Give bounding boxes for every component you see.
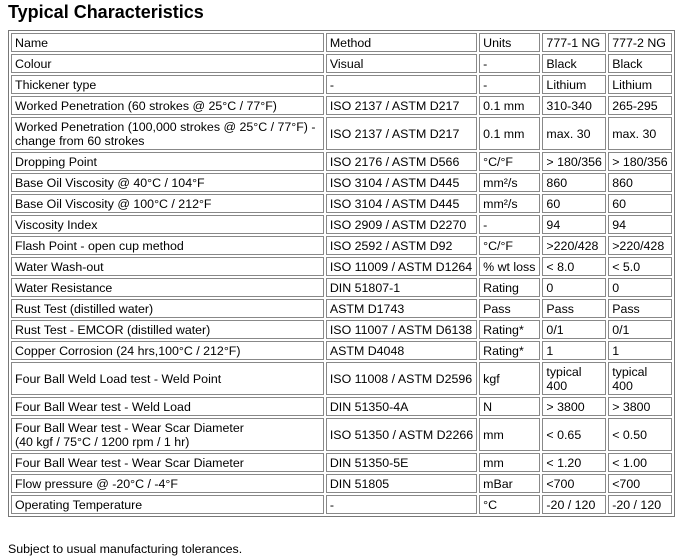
cell-name-line: Copper Corrosion (24 hrs,100°C / 212°F): [15, 343, 241, 358]
cell-name-line: Four Ball Wear test - Wear Scar Diameter: [15, 420, 244, 435]
cell-units: mm²/s: [479, 194, 540, 213]
cell-name: [11, 278, 324, 297]
table-header-row: [11, 33, 672, 52]
cell-777-2-ng: [608, 173, 672, 192]
cell-777-1-ng: [542, 152, 606, 171]
cell-777-2-ng: [608, 152, 672, 171]
cell-777-1-ng: [542, 278, 606, 297]
cell-name: [11, 362, 324, 395]
table-row: [11, 117, 672, 150]
cell-777-2-ng: [608, 474, 672, 493]
cell-method: ISO 3104 / ASTM D445: [326, 194, 477, 213]
cell-name: [11, 397, 324, 416]
cell-name-line: Base Oil Viscosity @ 100°C / 212°F: [15, 196, 212, 211]
header-method: Method: [326, 33, 477, 52]
cell-777-2-ng: [608, 96, 672, 115]
cell-777-2-ng: [608, 278, 672, 297]
cell-777-1-ng-line: >220/428: [546, 238, 599, 253]
cell-method: ISO 11008 / ASTM D2596: [326, 362, 477, 395]
cell-777-1-ng: [542, 194, 606, 213]
cell-777-2-ng: [608, 418, 672, 451]
cell-units: -: [479, 215, 540, 234]
table-row: [11, 495, 672, 514]
cell-units: Rating*: [479, 341, 540, 360]
cell-777-1-ng: [542, 453, 606, 472]
cell-name-line: Base Oil Viscosity @ 40°C / 104°F: [15, 175, 205, 190]
cell-777-1-ng: [542, 320, 606, 339]
cell-777-1-ng: [542, 495, 606, 514]
cell-name-line: Rust Test (distilled water): [15, 301, 154, 316]
cell-method: DIN 51805: [326, 474, 477, 493]
cell-777-2-ng-line: < 5.0: [612, 259, 641, 274]
cell-units: N: [479, 397, 540, 416]
cell-units: % wt loss: [479, 257, 540, 276]
cell-777-1-ng: [542, 173, 606, 192]
cell-method: Visual: [326, 54, 477, 73]
cell-units: kgf: [479, 362, 540, 395]
cell-name-line: Water Wash-out: [15, 259, 104, 274]
cell-777-1-ng: [542, 397, 606, 416]
cell-777-1-ng-line: Black: [546, 56, 577, 71]
cell-name: [11, 495, 324, 514]
cell-777-2-ng-line: 0: [612, 280, 620, 295]
table-row: [11, 341, 672, 360]
cell-units: °C/°F: [479, 152, 540, 171]
cell-777-2-ng: [608, 341, 672, 360]
cell-method: ISO 2909 / ASTM D2270: [326, 215, 477, 234]
cell-777-1-ng: [542, 341, 606, 360]
cell-method: ISO 11009 / ASTM D1264: [326, 257, 477, 276]
table-row: [11, 257, 672, 276]
cell-method: ISO 51350 / ASTM D2266: [326, 418, 477, 451]
cell-method: DIN 51350-5E: [326, 453, 477, 472]
cell-units: °C/°F: [479, 236, 540, 255]
cell-name: [11, 236, 324, 255]
table-row: [11, 54, 672, 73]
cell-units: Rating*: [479, 320, 540, 339]
cell-name: [11, 96, 324, 115]
cell-units: °C: [479, 495, 540, 514]
cell-method: DIN 51350-4A: [326, 397, 477, 416]
cell-name-line: change from 60 strokes: [15, 133, 145, 148]
cell-777-2-ng: [608, 362, 672, 395]
cell-777-1-ng-line: < 0.65: [546, 427, 582, 442]
cell-777-2-ng-line: >220/428: [612, 238, 665, 253]
cell-777-1-ng-line: 60: [546, 196, 561, 211]
cell-name: [11, 320, 324, 339]
table-row: [11, 194, 672, 213]
cell-name-line: Four Ball Weld Load test - Weld Point: [15, 371, 222, 386]
table-row: [11, 299, 672, 318]
cell-777-2-ng-line: 0/1: [612, 322, 630, 337]
cell-name: [11, 117, 324, 150]
table-row: [11, 236, 672, 255]
cell-units: Rating: [479, 278, 540, 297]
cell-units: mBar: [479, 474, 540, 493]
cell-777-2-ng-line: -20 / 120: [612, 497, 662, 512]
cell-777-1-ng-line: Pass: [546, 301, 574, 316]
cell-777-2-ng: [608, 194, 672, 213]
cell-name: [11, 75, 324, 94]
header-units: Units: [479, 33, 540, 52]
cell-777-2-ng-line: Lithium: [612, 77, 653, 92]
cell-777-1-ng: [542, 236, 606, 255]
cell-777-1-ng-line: max. 30: [546, 126, 591, 141]
cell-name-line: Flash Point - open cup method: [15, 238, 184, 253]
cell-777-1-ng: [542, 362, 606, 395]
cell-777-2-ng: [608, 453, 672, 472]
cell-method: ISO 11007 / ASTM D6138: [326, 320, 477, 339]
cell-777-1-ng: [542, 75, 606, 94]
cell-777-1-ng: [542, 54, 606, 73]
cell-method: ISO 2176 / ASTM D566: [326, 152, 477, 171]
cell-name-line: Thickener type: [15, 77, 97, 92]
cell-method: -: [326, 495, 477, 514]
header-777-2-ng: 777-2 NG: [608, 33, 672, 52]
cell-name: [11, 257, 324, 276]
characteristics-table: [8, 30, 675, 517]
cell-777-1-ng-line: > 3800: [546, 399, 585, 414]
cell-777-1-ng-line: 0/1: [546, 322, 564, 337]
cell-777-1-ng-line: typical: [546, 364, 582, 379]
cell-777-2-ng: [608, 257, 672, 276]
cell-777-1-ng-line: > 180/356: [546, 154, 602, 169]
cell-777-2-ng-line: > 3800: [612, 399, 651, 414]
cell-777-2-ng: [608, 215, 672, 234]
cell-name-line: Operating Temperature: [15, 497, 143, 512]
cell-777-1-ng-line: 94: [546, 217, 561, 232]
cell-name: [11, 54, 324, 73]
cell-name-line: Four Ball Wear test - Weld Load: [15, 399, 191, 414]
cell-method: ISO 3104 / ASTM D445: [326, 173, 477, 192]
table-row: [11, 215, 672, 234]
cell-777-2-ng-line: < 1.00: [612, 455, 647, 470]
cell-777-1-ng-line: 1: [546, 343, 554, 358]
cell-777-2-ng-line: > 180/356: [612, 154, 668, 169]
cell-777-1-ng-line: 0: [546, 280, 554, 295]
cell-777-2-ng-line: 1: [612, 343, 620, 358]
cell-777-2-ng: [608, 54, 672, 73]
cell-name: [11, 299, 324, 318]
cell-777-1-ng-line: < 1.20: [546, 455, 582, 470]
cell-units: Pass: [479, 299, 540, 318]
cell-777-1-ng: [542, 215, 606, 234]
table-row: [11, 278, 672, 297]
header-name: Name: [11, 33, 324, 52]
cell-name-line: Viscosity Index: [15, 217, 98, 232]
cell-name: [11, 474, 324, 493]
cell-777-2-ng-line: Pass: [612, 301, 640, 316]
cell-units: -: [479, 54, 540, 73]
cell-777-2-ng-line: max. 30: [612, 126, 657, 141]
cell-name: [11, 418, 324, 451]
table-row: [11, 320, 672, 339]
cell-method: -: [326, 75, 477, 94]
cell-method: DIN 51807-1: [326, 278, 477, 297]
cell-units: mm: [479, 418, 540, 451]
table-row: [11, 152, 672, 171]
table-row: [11, 96, 672, 115]
cell-777-2-ng: [608, 495, 672, 514]
cell-777-2-ng-line: 265-295: [612, 98, 658, 113]
cell-name: [11, 152, 324, 171]
cell-method: ASTM D4048: [326, 341, 477, 360]
cell-777-2-ng-line: Black: [612, 56, 643, 71]
table-row: [11, 397, 672, 416]
table-row: [11, 418, 672, 451]
cell-name: [11, 194, 324, 213]
cell-777-2-ng-line: typical: [612, 364, 648, 379]
cell-units: 0.1 mm: [479, 96, 540, 115]
cell-777-1-ng-line: <700: [546, 476, 575, 491]
cell-777-1-ng: [542, 474, 606, 493]
cell-name-line: Flow pressure @ -20°C / -4°F: [15, 476, 178, 491]
cell-name: [11, 173, 324, 192]
table-row: [11, 75, 672, 94]
cell-777-1-ng-line: -20 / 120: [546, 497, 596, 512]
cell-units: -: [479, 75, 540, 94]
cell-777-1-ng-line: 860: [546, 175, 568, 190]
characteristics-table-wrapper: [8, 30, 675, 517]
page-title: Typical Characteristics: [8, 2, 204, 22]
table-row: [11, 453, 672, 472]
cell-name-line: Colour: [15, 56, 52, 71]
cell-777-1-ng: [542, 117, 606, 150]
cell-777-2-ng: [608, 397, 672, 416]
cell-777-1-ng: [542, 418, 606, 451]
header-777-1-ng: 777-1 NG: [542, 33, 606, 52]
cell-name-line: (40 kgf / 75°C / 1200 rpm / 1 hr): [15, 434, 190, 449]
cell-777-2-ng-line: 94: [612, 217, 626, 232]
cell-method: ISO 2592 / ASTM D92: [326, 236, 477, 255]
cell-777-2-ng: [608, 236, 672, 255]
cell-777-1-ng-line: 400: [546, 378, 568, 393]
cell-777-2-ng-line: 60: [612, 196, 626, 211]
table-row: [11, 173, 672, 192]
cell-method: ISO 2137 / ASTM D217: [326, 96, 477, 115]
cell-name-line: Worked Penetration (60 strokes @ 25°C / 77°F): [15, 98, 277, 113]
table-row: [11, 474, 672, 493]
cell-method: ISO 2137 / ASTM D217: [326, 117, 477, 150]
cell-777-1-ng-line: Lithium: [546, 77, 587, 92]
cell-name-line: Water Resistance: [15, 280, 113, 295]
cell-777-1-ng: [542, 96, 606, 115]
cell-777-2-ng: [608, 299, 672, 318]
cell-name-line: Worked Penetration (100,000 strokes @ 25°C / 77°F) -: [15, 119, 316, 134]
cell-777-1-ng: [542, 257, 606, 276]
cell-777-2-ng-line: <700: [612, 476, 641, 491]
footnote: Subject to usual manufacturing tolerances.: [8, 542, 243, 556]
cell-777-1-ng-line: 310-340: [546, 98, 592, 113]
cell-777-2-ng: [608, 117, 672, 150]
cell-name-line: Dropping Point: [15, 154, 97, 169]
cell-units: 0.1 mm: [479, 117, 540, 150]
cell-name: [11, 215, 324, 234]
cell-name-line: Four Ball Wear test - Wear Scar Diameter: [15, 455, 244, 470]
cell-name-line: Rust Test - EMCOR (distilled water): [15, 322, 211, 337]
cell-777-2-ng: [608, 320, 672, 339]
cell-method: ASTM D1743: [326, 299, 477, 318]
table-row: [11, 362, 672, 395]
cell-777-2-ng-line: 400: [612, 378, 633, 393]
cell-name: [11, 453, 324, 472]
cell-units: mm²/s: [479, 173, 540, 192]
cell-777-2-ng: [608, 75, 672, 94]
cell-777-1-ng: [542, 299, 606, 318]
cell-name: [11, 341, 324, 360]
cell-777-1-ng-line: < 8.0: [546, 259, 575, 274]
cell-777-2-ng-line: 860: [612, 175, 633, 190]
cell-units: mm: [479, 453, 540, 472]
cell-777-2-ng-line: < 0.50: [612, 427, 647, 442]
